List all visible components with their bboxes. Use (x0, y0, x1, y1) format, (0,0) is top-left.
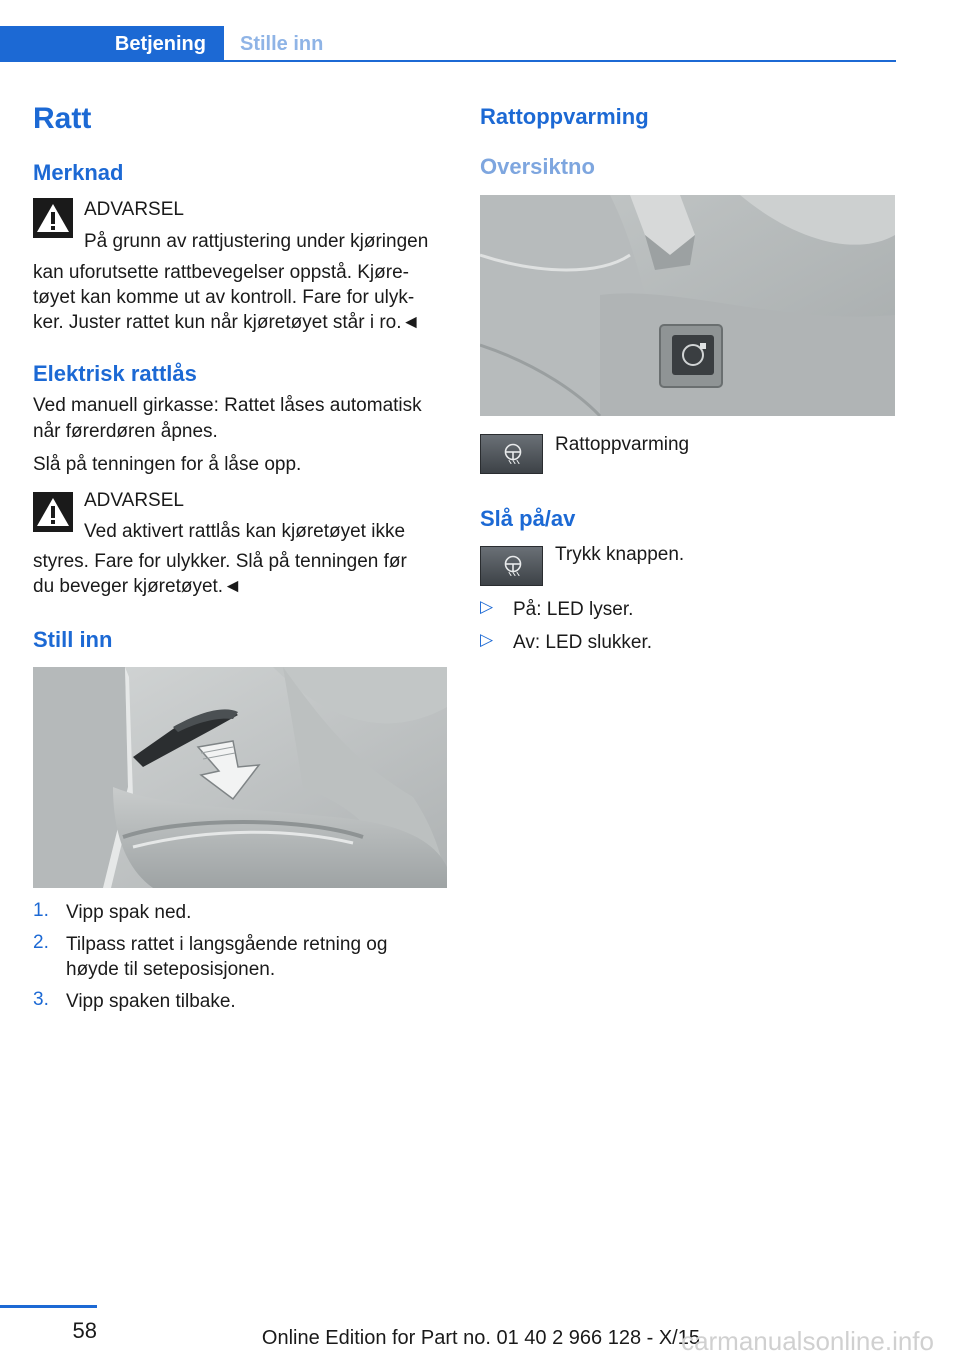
bullet-text: Av: LED slukker. (513, 632, 653, 653)
warning1-line: ker. Juster rattet kun når kjøretøyet står i ro.◄ (33, 312, 421, 333)
heading-still-inn: Still inn (33, 627, 113, 652)
step-number: 2. (33, 932, 49, 953)
warning2-first-line: Ved aktivert rattlås kan kjøretøyet ikke (84, 521, 406, 542)
steering-lever-photo (33, 667, 447, 888)
rattlas-text-line: Ved manuell girkasse: Rattet låses automatisk (33, 395, 422, 416)
press-button-text: Trykk knappen. (555, 544, 685, 565)
heated-steering-wheel-icon (480, 434, 543, 474)
step-text: Vipp spaken tilbake. (66, 991, 236, 1012)
footer-divider (0, 1305, 97, 1308)
heading-sla-pa-av: Slå på/av (480, 506, 576, 531)
bullet-text: På: LED lyser. (513, 599, 634, 620)
heading-rattoppvarming: Rattoppvarming (480, 104, 649, 129)
rattlas-unlock-text: Slå på tenningen for å låse opp. (33, 454, 302, 475)
bullet-marker: ▷ (480, 630, 494, 649)
icon-caption: Rattoppvarming (555, 434, 690, 455)
warning2-label: ADVARSEL (84, 490, 184, 511)
warning2-line: du beveger kjøretøyet.◄ (33, 576, 242, 597)
page-number: 58 (72, 1318, 97, 1343)
heading-merknad: Merknad (33, 160, 124, 185)
section-title-ratt: Ratt (33, 102, 92, 135)
heading-oversikt: Oversiktno (480, 154, 595, 179)
warning-triangle-icon (33, 198, 73, 238)
heading-elektrisk-rattlas: Elektrisk rattlås (33, 361, 197, 386)
rattlas-text-line: når førerdøren åpnes. (33, 421, 218, 442)
step-text: Vipp spak ned. (66, 902, 192, 923)
warning-triangle-icon (33, 492, 73, 532)
edition-text: Online Edition for Part no. 01 40 2 966 128 - X/15 (261, 1327, 700, 1349)
step-number: 3. (33, 989, 49, 1010)
header-divider (224, 60, 896, 62)
step-text-continued: høyde til seteposisjonen. (66, 959, 276, 980)
tab-betjening[interactable]: Betjening (0, 26, 224, 62)
warning2-line: styres. Fare for ulykker. Slå på tenningen før (33, 551, 407, 572)
page-header (0, 0, 960, 62)
warning1-line: tøyet kan komme ut av kontroll. Fare for ulyk- (33, 287, 415, 308)
heated-steering-wheel-icon (480, 546, 543, 586)
warning1-line: kan uforutsette rattbevegelser oppstå. Kjøre- (33, 262, 409, 283)
tab-stille-inn[interactable]: Stille inn (240, 32, 324, 55)
step-text: Tilpass rattet i langsgående retning og (66, 934, 388, 955)
step-number: 1. (33, 900, 49, 921)
warning1-label: ADVARSEL (84, 199, 184, 220)
bullet-marker: ▷ (480, 597, 494, 616)
heated-wheel-button-photo (480, 195, 895, 416)
warning1-first-line: På grunn av rattjustering under kjøringen (84, 231, 429, 252)
watermark: carmanualsonline.info (681, 1326, 934, 1356)
